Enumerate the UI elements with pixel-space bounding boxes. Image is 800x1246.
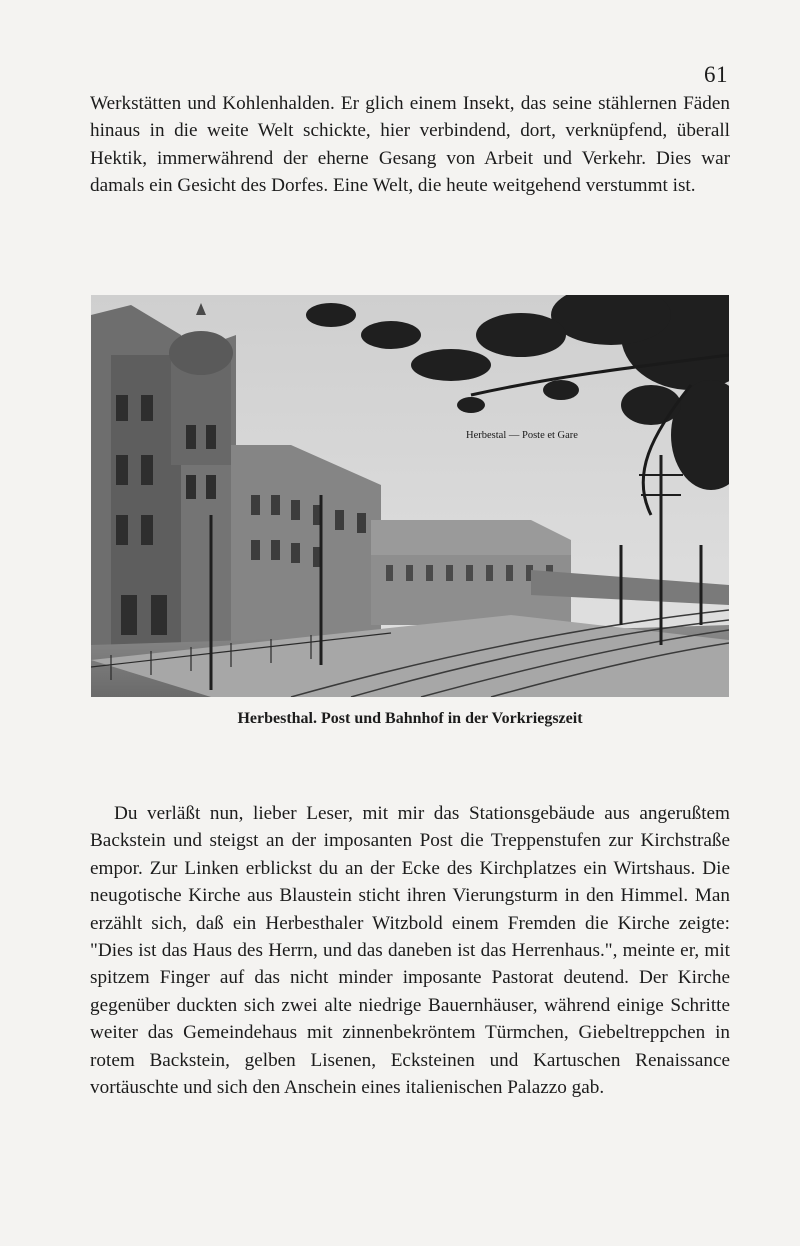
page-number: 61 [704, 62, 728, 87]
paragraph-intro: Werkstätten und Kohlenhalden. Er glich einem Insekt, das seine stählernen Fäden hinaus in die weite Welt schickte, hier verbindend, dort, verknüpfend, überall Hektik, immerwährend der eherne Gesang von Arbeit und Verkehr. Dies war damals ein Gesicht des Dorfes. Eine Welt, die heute weitgehend verstummt ist. [90, 93, 730, 197]
photo-inscription: Herbestal — Poste et Gare [466, 430, 578, 441]
historic-photo [91, 295, 729, 697]
figure-caption: Herbesthal. Post und Bahnhof in der Vorkriegszeit [237, 710, 583, 727]
paragraph-main: Du verläßt nun, lieber Leser, mit mir das Stationsgebäude aus angerußtem Backstein und steigst an der imposanten Post die Treppenstufen zur Kirchstraße empor. Zur Linken erblickst du an der Ecke des Kirchplatzes ein Wirtshaus. Die neugotische Kirche aus Blaustein sticht ihren Vierungsturm in den Himmel. Man erzählt sich, daß ein Herbesthaler Witzbold einem Fremden die Kirche zeigte: "Dies ist das Haus des Herrn, und das daneben ist das Herrenhaus.", meinte er, mit spitzem Finger auf das nicht minder imposante Pastorat deutend. Der Kirche gegenüber duckten sich zwei alte niedrige Bauernhäuser, während einige Schritte weiter das Gemeindehaus mit zinnenbekröntem Türmchen, Giebeltreppchen in rotem Backstein, gelben Lisenen, Ecksteinen und Kartuschen Renaissance vortäuschte und sich den Anschein eines italienischen Palazzo gab. [90, 803, 730, 1099]
